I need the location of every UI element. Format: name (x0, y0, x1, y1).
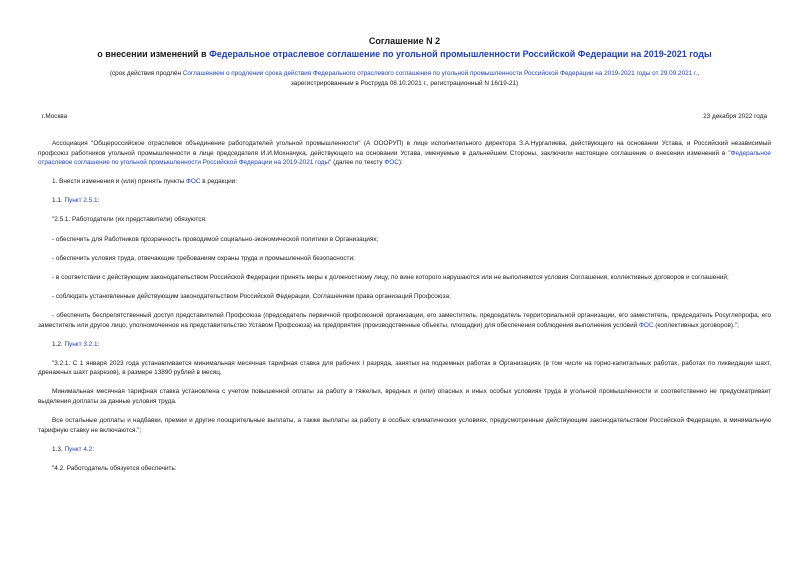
other-payments-paragraph: Все остальные доплаты и надбавки, премии и другие поощрительные выплаты, а также выплаты за работу в особых климатических условиях, предусмотренные действующим законодательством Российской Федерации, в минимальную тарифную ставку не включаются."; (38, 417, 771, 434)
intro-mid: " (далее по тексту (329, 159, 385, 167)
clause-1-1-num: 1.1. (52, 197, 65, 205)
note-suffix: , (697, 70, 700, 77)
bullet-access-end: (коллективных договоров)."; (653, 321, 739, 329)
extension-agreement-link[interactable]: Соглашением о продлении срока действия Федерального отраслевого соглашения по угольной промышленности Российской Федерации на 2019-2021 годы от 29.09.2021 г. (182, 70, 698, 77)
clause-1 (38, 177, 771, 187)
intro-fos-link[interactable]: Федеральное отраслевое соглашение по угольной промышленности Российской Федерации на 2019-2021 годы (38, 149, 771, 167)
clause-1-1-end: : (97, 197, 100, 205)
registration-line: зарегистрированным в Роструда 08.10.2021 г., регистрационный N 16/19-21) (290, 80, 519, 87)
validity-note (38, 69, 771, 89)
intro-fos-short-link[interactable]: ФОС (384, 159, 399, 167)
bullet-access-text: - обеспечить беспрепятственный доступ представителей Профсоюза (председатель первичной профсоюзной организации, его заместитель, председатель территориальной организации, его заместитель, председатель Росуглепрофа, его заместитель или другое лицо, уполномоченное на представительство Уставом Профсоюза) на предприятия (производственные объекты, площадки) для обеспечения соблюдения выполнения условий (38, 311, 771, 329)
bullet-measures: - в соответствии с действующим законодательством Российской Федерации принять меры к должностному лицу, по вине которого нарушаются или не выполняются условия Соглашения, коллективных договоров и соглашений; (52, 273, 729, 281)
clause-1-3-end: : (92, 445, 94, 453)
point-4-2-text: "4.2. Работодатель обязуется обеспечить: (52, 464, 177, 472)
intro-paragraph (38, 139, 771, 168)
doc-date: 23 декабря 2022 года (703, 113, 767, 120)
subtitle-prefix: о внесении изменений в (97, 49, 210, 59)
clause-1-2-num: 1.2. (52, 340, 65, 348)
fos-link[interactable]: Федеральное отраслевое соглашение по угольной промышленности Российской Федерации на 2019-2021 годы (209, 49, 712, 59)
clause-1-2-end: : (97, 340, 100, 348)
bullet-rights: - соблюдать установленные действующим законодательством Российской Федерации, Соглашением права организаций Профсоюза; (52, 292, 451, 300)
city: г.Москва (42, 113, 68, 120)
intro-end: ): (398, 159, 403, 167)
min-rate-paragraph: Минимальная месячная тарифная ставка установлена с учетом повышенной оплаты за работу в тяжелых, вредных и (или) опасных и иных особых условиях труда в угольной промышленности и соответственно не предусматривает выделения доплаты за данные условия труда. (38, 388, 771, 405)
bullet-safety: - обеспечить условия труда, отвечающие требованиям охраны труда и промышленной безопасности; (52, 254, 355, 262)
clause-1-2 (38, 340, 771, 350)
point-3-2-1-link[interactable]: Пункт 3.2.1 (64, 340, 98, 348)
point-2-5-1-text: "2.5.1. Работодатели (их представители) обязуются: (52, 216, 207, 224)
point-2-5-1-link[interactable]: Пункт 2.5.1 (64, 197, 98, 205)
point-3-2-1-text: "3.2.1. С 1 января 2023 года устанавливается минимальная месячная тарифная ставка для рабочих I разряда, занятых на подземных работах в Организациях (в том числе на горно-капитальных работах, работах по ликвидации шахт, дренажных шахт разрезов), в размере 13890 рублей в месяц. (38, 359, 771, 377)
doc-title: Соглашение N 2 (368, 36, 441, 46)
clause-1-text: 1. Внести изменения и (или) принять пункты (52, 178, 186, 186)
clause-1-3 (38, 445, 771, 455)
bullet-transparency: - обеспечить для Работников прозрачность проводимой социально-экономической политики в Организациях; (52, 235, 379, 243)
place-date-row (38, 113, 771, 120)
clause-1-end: в редакции: (200, 178, 238, 186)
intro-text: Ассоциация "Общероссийское отраслевое объединение работодателей угольной промышленности" (А ОООРУП) в лице исполнительного директора З.А.Нургалиева, действующего на основании Устава, и Российский независимый профсоюз работников угольной промышленности в лице председателя И.И.Мохначука, действующего на основании Устава, именуемые в дальнейшем Стороны, заключили настоящее соглашение о внесении изменений в " (38, 140, 771, 157)
bullet-access-fos-link[interactable]: ФОС (639, 321, 654, 329)
bullet-access (38, 311, 771, 330)
clause-1-3-num: 1.3. (52, 445, 65, 453)
clause-1-fos-link[interactable]: ФОС (186, 178, 201, 186)
point-4-2-link[interactable]: Пункт 4.2 (64, 445, 93, 453)
note-prefix: (срок действия продлён (109, 70, 183, 77)
doc-subtitle (38, 49, 771, 60)
clause-1-1 (38, 196, 771, 206)
